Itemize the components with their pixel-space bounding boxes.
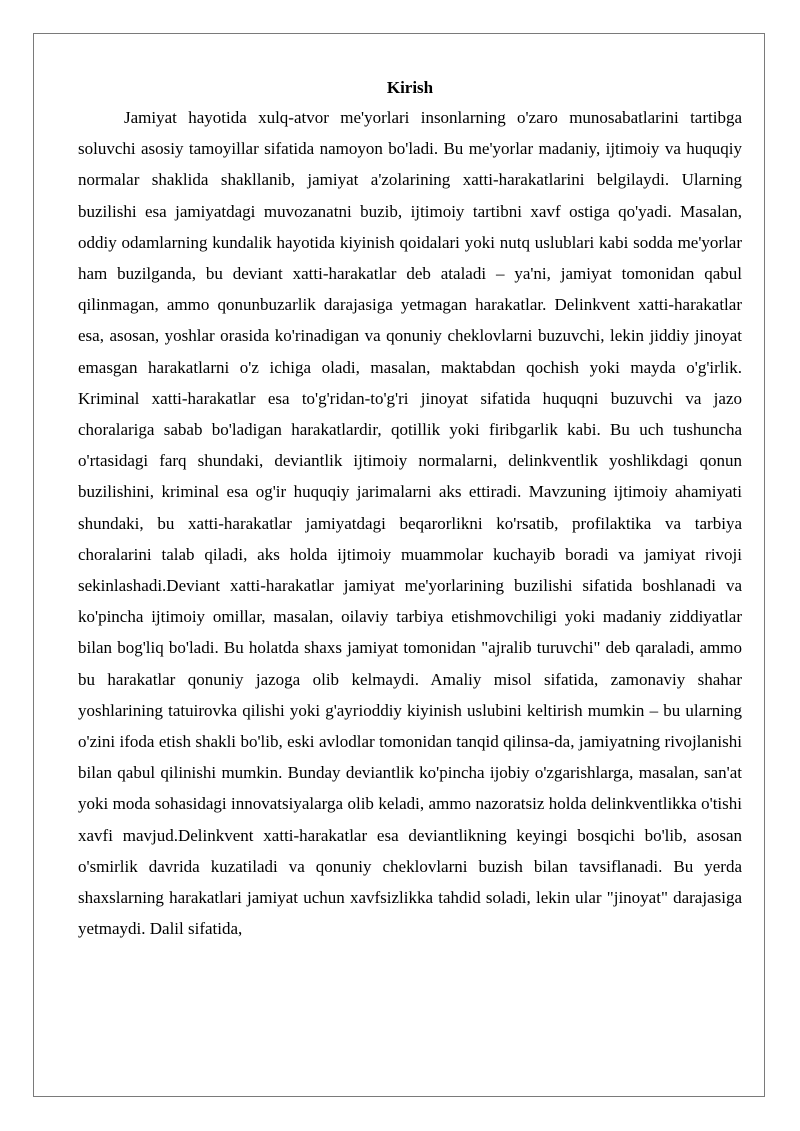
body-paragraph: Jamiyat hayotida xulq-atvor me'yorlari insonlarning o'zaro munosabatlarini tartibga soluvchi asosiy tamoyillar sifatida namoyon bo'ladi. Bu me'yorlar madaniy, ijtimoiy va huquqiy normalar shaklida shakllanib, jamiyat a'zolarining xatti-harakatlarini belgilaydi. Ularning buzilishi esa jamiyatdagi muvozanatni buzib, ijtimoiy tartibni xavf ostiga qo'yadi. Masalan, oddiy odamlarning kundalik hayotida kiyinish qoidalari yoki nutq uslublari kabi sodda me'yorlar ham buzilganda, bu deviant xatti-harakatlar deb ataladi – ya'ni, jamiyat tomonidan qabul qilinmagan, ammo qonunbuzarlik darajasiga yetmagan harakatlar. Delinkvent xatti-harakatlar esa, asosan, yoshlar orasida ko'rinadigan va qonuniy cheklovlarni buzuvchi, lekin jiddiy jinoyat emasgan harakatlarni o'z ichiga oladi, masalan, maktabdan qochish yoki mayda o'g'irlik. Kriminal xatti-harakatlar esa to'g'ridan-to'g'ri jinoyat sifatida huquqni buzuvchi va jazo choralariga sabab bo'ladigan harakatlardir, qotillik yoki firibgarlik kabi. Bu uch tushuncha o'rtasidagi farq shundaki, deviantlik ijtimoiy normalarni, delinkventlik yoshlikdagi qonun buzilishini, kriminal esa og'ir huquqiy jarimalarni aks ettiradi. Mavzuning ijtimoiy ahamiyati shundaki, bu xatti-harakatlar jamiyatdagi beqarorlikni ko'rsatib, profilaktika va tarbiya choralarini talab qiladi, aks holda ijtimoiy muammolar kuchayib boradi va jamiyat rivoji sekinlashadi.Deviant xatti-harakatlar jamiyat me'yorlarining buzilishi sifatida boshlanadi va ko'pincha ijtimoiy omillar, masalan, oilaviy tarbiya etishmovchiligi yoki madaniy ziddiyatlar bilan bog'liq bo'ladi. Bu holatda shaxs jamiyat tomonidan "ajralib turuvchi" deb qaraladi, ammo bu harakatlar qonuniy jazoga olib kelmaydi. Amaliy misol sifatida, zamonaviy shahar yoshlarining tatuirovka qilishi yoki g'ayrioddiy kiyinish uslubini keltirish mumkin – bu ularning o'zini ifoda etish shakli bo'lib, eski avlodlar tomonidan tanqid qilinsa-da, jamiyatning rivojlanishi bilan qabul qilinishi mumkin. Bunday deviantlik ko'pincha ijobiy o'zgarishlarga, masalan, san'at yoki moda sohasidagi innovatsiyalarga olib keladi, ammo nazoratsiz holda delinkventlikka o'tishi xavfi mavjud.Delinkvent xatti-harakatlar esa deviantlikning keyingi bosqichi bo'lib, asosan o'smirlik davrida kuzatiladi va qonuniy cheklovlarni buzish bilan tavsiflanadi. Bu yerda shaxslarning harakatlari jamiyat uchun xavfsizlikka tahdid soladi, lekin ular "jinoyat" darajasiga yetmaydi. Dalil sifatida, bbox=[78, 108, 742, 939]
section-title: Kirish bbox=[386, 78, 434, 97]
document-content bbox=[78, 76, 742, 944]
